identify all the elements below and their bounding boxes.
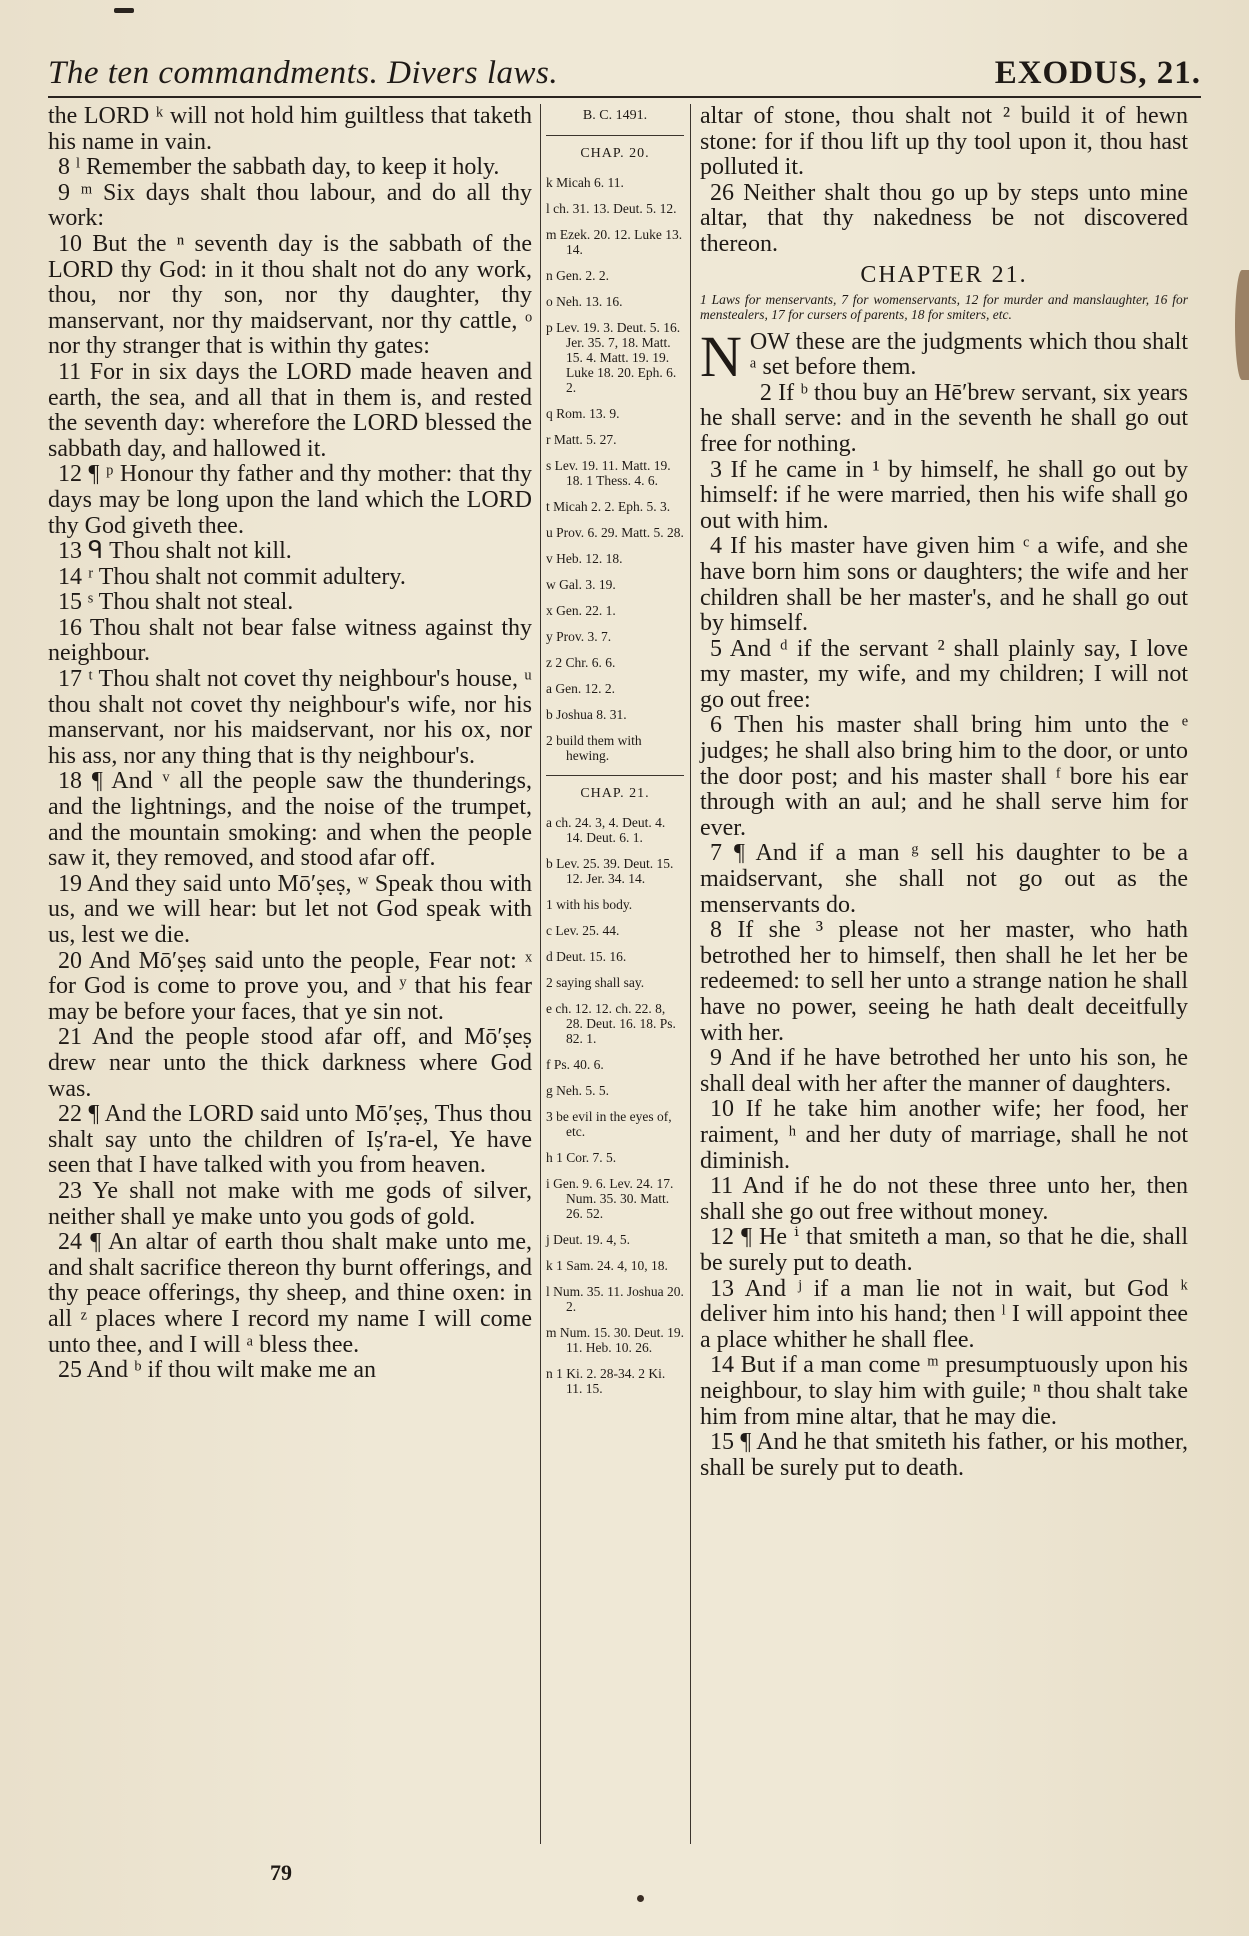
cross-reference: k Micah 6. 11. — [546, 175, 624, 190]
cross-reference-column — [546, 108, 684, 1407]
verse: 18 ¶ And ᵛ all the people saw the thunderings, and the lightnings, and the noise of the trumpet, and the mountain smoking: and when the people saw it, they removed, and stood afar off. — [48, 768, 532, 872]
cross-reference: n 1 Ki. 2. 28-34. 2 Ki. 11. 15. — [546, 1366, 666, 1396]
verse: 12 ¶ He ⁱ that smiteth a man, so that he die, shall be surely put to death. — [700, 1224, 1188, 1276]
verse: 15 ˢ Thou shalt not steal. — [58, 589, 294, 616]
cross-reference: l Num. 35. 11. Joshua 20. 2. — [546, 1284, 684, 1314]
cross-reference: e ch. 12. 12. ch. 22. 8, 28. Deut. 16. 18. Ps. 82. 1. — [546, 1001, 676, 1046]
cross-reference: g Neh. 5. 5. — [546, 1083, 609, 1098]
cross-reference: x Gen. 22. 1. — [546, 603, 616, 618]
running-head-right: EXODUS, 21. — [994, 55, 1201, 91]
verse: 22 ¶ And the LORD said unto Mō′ṣeṣ, Thus thou shalt say unto the children of Iṣ′ra-el, Ye have seen that I have talked with you from heaven. — [48, 1101, 532, 1179]
cross-reference: d Deut. 15. 16. — [546, 949, 627, 964]
cross-reference: z 2 Chr. 6. 6. — [546, 655, 616, 670]
separator — [546, 775, 684, 776]
verse: the LORD ᵏ will not hold him guiltless that taketh his name in vain. — [48, 103, 532, 155]
page-edge-tab — [1235, 270, 1249, 380]
verse: 13 And ʲ if a man lie not in wait, but God ᵏ deliver him into his hand; then ˡ I will appoint thee a place whither he shall flee. — [700, 1275, 1188, 1353]
cross-reference: f Ps. 40. 6. — [546, 1057, 604, 1072]
cross-reference: m Ezek. 20. 12. Luke 13. 14. — [546, 227, 683, 257]
cross-reference: k 1 Sam. 24. 4, 10, 18. — [546, 1258, 668, 1273]
cross-reference: t Micah 2. 2. Eph. 5. 3. — [546, 499, 671, 514]
cross-reference: o Neh. 13. 16. — [546, 294, 623, 309]
running-head — [48, 52, 1201, 98]
cross-reference: a Gen. 12. 2. — [546, 681, 615, 696]
verse: 21 And the people stood afar off, and Mō′ṣeṣ drew near unto the thick darkness where God was. — [48, 1024, 532, 1102]
verse: 8 If she ³ please not her master, who hath betrothed her to himself, then shall he let her be redeemed: to sell her unto a strange nation he shall have no power, seeing he hath dealt deceitfully with her. — [700, 917, 1188, 1046]
verse: altar of stone, thou shalt not ² build it of hewn stone: for if thou lift up thy tool upon it, thou hast polluted it. — [700, 103, 1188, 181]
verse: 26 Neither shalt thou go up by steps unto mine altar, that thy nakedness be not discovered thereon. — [700, 179, 1188, 257]
verse: 10 If he take him another wife; her food, her raiment, ʰ and her duty of marriage, shall he not diminish. — [700, 1096, 1188, 1174]
cross-reference: h 1 Cor. 7. 5. — [546, 1150, 617, 1165]
chapter-21-ref-heading: CHAP. 21. — [580, 786, 650, 801]
verse: 16 Thou shalt not bear false witness against thy neighbour. — [48, 614, 532, 667]
verse: 3 If he came in ¹ by himself, he shall go out by himself: if he were married, then his wife shall go out with him. — [700, 456, 1188, 534]
cross-reference: 1 with his body. — [546, 897, 633, 912]
verse: 17 ᵗ Thou shalt not covet thy neighbour's house, ᵘ thou shalt not covet thy neighbour's wife, nor his manservant, nor his maidservant, nor his ox, nor his ass, nor any thing that is thy neighbour's. — [48, 666, 532, 769]
date-note: B. C. 1491. — [582, 108, 648, 123]
cross-reference: v Heb. 12. 18. — [546, 551, 623, 566]
verse: 19 And they said unto Mō′ṣeṣ, ʷ Speak thou with us, and we will hear: but let not God speak with us, lest we die. — [48, 870, 532, 948]
cross-reference: j Deut. 19. 4, 5. — [546, 1232, 630, 1247]
verse: 15 ¶ And he that smiteth his father, or his mother, shall be surely put to death. — [700, 1429, 1188, 1481]
cross-reference: a ch. 24. 3, 4. Deut. 4. 14. Deut. 6. 1. — [546, 815, 666, 845]
cross-reference: s Lev. 19. 11. Matt. 19. 18. 1 Thess. 4. 6. — [546, 458, 671, 488]
first-verse-text: OW these are the judgments which thou shalt ᵃ set before them. — [749, 328, 1188, 381]
verse: 23 Ye shall not make with me gods of silver, neither shall ye make unto you gods of gold. — [48, 1177, 532, 1230]
cross-reference: b Lev. 25. 39. Deut. 15. 12. Jer. 34. 14. — [546, 856, 674, 886]
column-rule — [690, 104, 691, 1844]
cross-reference: y Prov. 3. 7. — [546, 629, 612, 644]
chapter-20-ref-heading: CHAP. 20. — [580, 146, 650, 161]
cross-reference: i Gen. 9. 6. Lev. 24. 17. Num. 35. 30. Matt. 26. 52. — [546, 1176, 674, 1221]
chapter-heading: CHAPTER 21. — [860, 261, 1028, 288]
cross-reference: r Matt. 5. 27. — [546, 432, 617, 447]
verse: 5 And ᵈ if the servant ² shall plainly say, I love my master, my wife, and my children; I will not go out free: — [700, 635, 1188, 713]
ink-dot — [637, 1895, 644, 1902]
verse: 2 If ᵇ thou buy an Hē′brew servant, six years he shall serve: and in the seventh he shall go out free for nothing. — [700, 379, 1188, 457]
cross-reference: q Rom. 13. 9. — [546, 406, 620, 421]
verse: 12 ¶ ᵖ Honour thy father and thy mother: that thy days may be long upon the land which the LORD thy God giveth thee. — [48, 461, 532, 539]
cross-reference: w Gal. 3. 19. — [546, 577, 616, 592]
page-number: 79 — [270, 1860, 292, 1885]
ink-mark — [114, 8, 134, 13]
verse: 25 And ᵇ if thou wilt make me an — [58, 1357, 377, 1384]
right-text-column — [700, 104, 1188, 1481]
cross-reference: c Lev. 25. 44. — [546, 923, 620, 938]
cross-reference: 2 build them with hewing. — [546, 733, 642, 763]
chapter-summary: 1 Laws for menservants, 7 for womenservants, 12 for murder and manslaughter, 16 for menstealers, 17 for cursers of parents, 18 for smiters, etc. — [700, 291, 1188, 322]
separator — [546, 135, 684, 136]
verse: 14 ʳ Thou shalt not commit adultery. — [58, 563, 406, 590]
cross-reference: l ch. 31. 13. Deut. 5. 12. — [546, 201, 677, 216]
verse: 13 ᑫ Thou shalt not kill. — [58, 538, 292, 565]
cross-reference: 3 be evil in the eyes of, etc. — [546, 1109, 672, 1139]
cross-reference: m Num. 15. 30. Deut. 19. 11. Heb. 10. 26. — [546, 1325, 684, 1355]
cross-reference: u Prov. 6. 29. Matt. 5. 28. — [546, 525, 684, 540]
left-text-column — [48, 104, 532, 1384]
cross-reference: b Joshua 8. 31. — [546, 707, 627, 722]
verse: 9 ᵐ Six days shalt thou labour, and do all thy work: — [48, 179, 532, 232]
verse: 11 For in six days the LORD made heaven and earth, the sea, and all that in them is, and rested the seventh day: wherefore the LORD blessed the sabbath day, and hallowed it. — [48, 358, 532, 462]
verse: 20 And Mō′ṣeṣ said unto the people, Fear not: ˣ for God is come to prove you, and ʸ that his fear may be before your faces, that ye sin not. — [48, 947, 532, 1025]
verse: 24 ¶ An altar of earth thou shalt make unto me, and shalt sacrifice thereon thy burnt offerings, and thy peace offerings, thy sheep, and thine oxen: in all ᶻ places where I record my name I will come unto thee, and I will ᵃ bless thee. — [48, 1229, 532, 1358]
verse: 8 ˡ Remember the sabbath day, to keep it holy. — [58, 154, 500, 181]
verse: 14 But if a man come ᵐ presumptuously upon his neighbour, to slay him with guile; ⁿ thou shalt take him from mine altar, that he may die. — [700, 1352, 1188, 1430]
cross-reference: n Gen. 2. 2. — [546, 268, 609, 283]
verse: 4 If his master have given him ᶜ a wife, and she have born him sons or daughters; the wife and her children shall be her master's, and he shall go out by himself. — [700, 533, 1188, 637]
first-verse — [700, 323, 1188, 389]
column-rule — [540, 104, 541, 1844]
verse: 7 ¶ And if a man ᵍ sell his daughter to be a maidservant, she shall not go out as the menservants do. — [700, 840, 1188, 918]
verse: 10 But the ⁿ seventh day is the sabbath of the LORD thy God: in it thou shalt not do any work, thou, nor thy son, nor thy daughter, thy manservant, nor thy maidservant, nor thy cattle, ᵒ nor thy stranger that is within thy gates: — [48, 230, 532, 360]
verse: 11 And if he do not these three unto her, then shall she go out free without money. — [700, 1173, 1188, 1225]
cross-reference: 2 saying shall say. — [546, 975, 645, 990]
running-head-left: The ten commandments. Divers laws. — [48, 55, 559, 91]
drop-cap: N — [700, 323, 742, 389]
cross-reference: p Lev. 19. 3. Deut. 5. 16. Jer. 35. 7, 18. Matt. 15. 4. Matt. 19. 19. Luke 18. 20. Eph. 6. 2. — [546, 320, 681, 395]
verse: 9 And if he have betrothed her unto his son, he shall deal with her after the manner of daughters. — [700, 1045, 1188, 1097]
verse: 6 Then his master shall bring him unto the ᵉ judges; he shall also bring him to the door, or unto the door post; and his master shall ᶠ bore his ear through with an aul; and he shall serve him for ever. — [700, 712, 1188, 841]
